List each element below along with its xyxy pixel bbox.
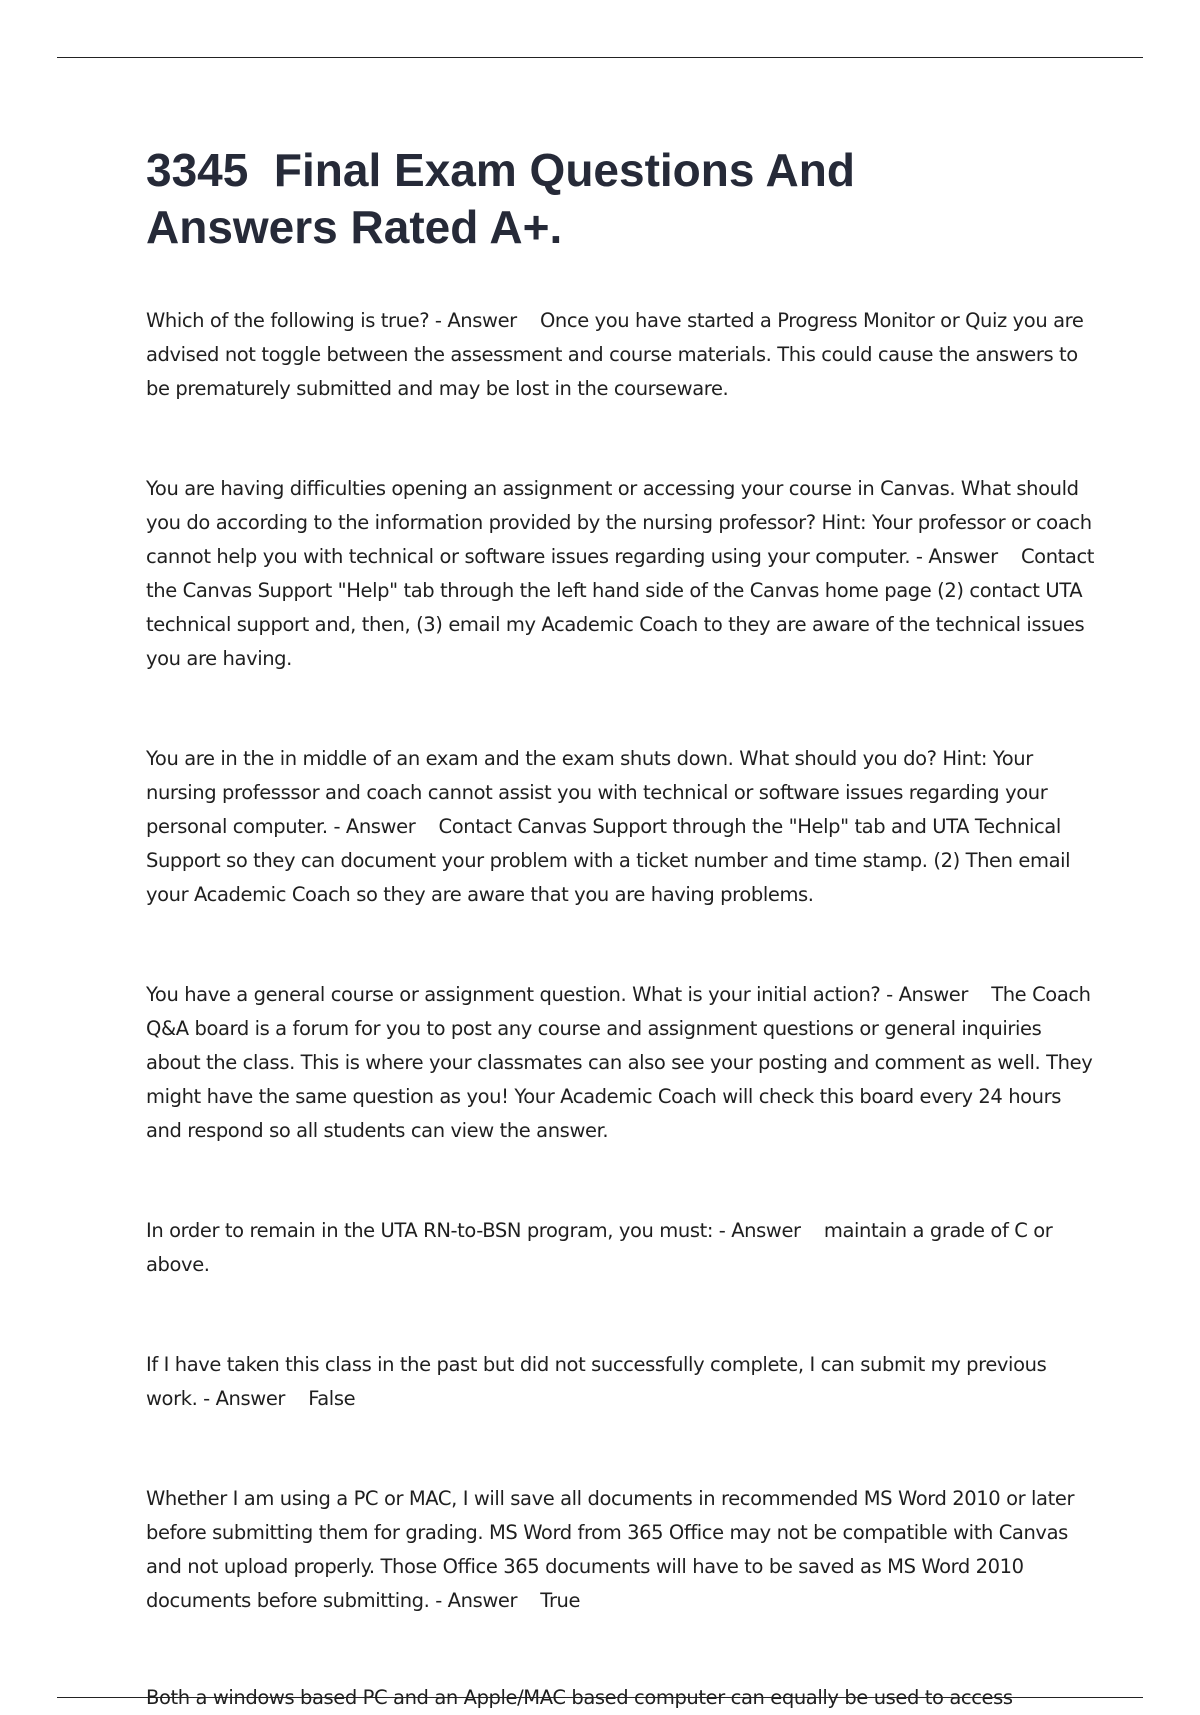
question-answer-6: If I have taken this class in the past but did not successfully complete, I can submit my previous work. - Answer False xyxy=(146,1353,1053,1410)
document-title: 3345 Final Exam Questions And Answers Rated A+. xyxy=(146,144,867,253)
question-answer-list xyxy=(146,304,1100,1684)
question-answer-4: You have a general course or assignment question. What is your initial action? - Answer The Coach Q&A board is a forum for you to post any course and assignment questions or general inquiries about the class. This is where your classmates can also see your posting and comment as well. They might have the same question as you! Your Academic Coach will check this board every 24 hours and respond so all students can view the answer. xyxy=(146,983,1099,1142)
bottom-divider xyxy=(57,1697,1143,1698)
question-answer-5: In order to remain in the UTA RN-to-BSN program, you must: - Answer maintain a grade of C or above. xyxy=(146,1219,1059,1276)
question-answer-3: You are in the in middle of an exam and the exam shuts down. What should you do? Hint: Your nursing professsor and coach cannot assist you with technical or software issues regarding your personal computer. - Answer Contact Canvas Support through the "Help" tab and UTA Technical Support so they can document your problem with a ticket number and time stamp. (2) Then email your Academic Coach so they are aware that you are having problems. xyxy=(146,747,1076,906)
question-answer-1: Which of the following is true? - Answer Once you have started a Progress Monitor or Quiz you are advised not toggle between the assessment and course materials. This could cause the answers to be prematurely submitted and may be lost in the courseware. xyxy=(146,309,1090,400)
top-divider xyxy=(57,57,1143,58)
question-answer-2: You are having difficulties opening an assignment or accessing your course in Canvas. What should you do according to the information provided by the nursing professor? Hint: Your professor or coach cannot help you with technical or software issues regarding using your computer. - Answer Contact the Canvas Support "Help" tab through the left hand side of the Canvas home page (2) contact UTA technical support and, then, (3) email my Academic Coach to they are aware of the technical issues you are having. xyxy=(146,477,1100,670)
question-answer-7: Whether I am using a PC or MAC, I will save all documents in recommended MS Word 2010 or later before submitting them for grading. MS Word from 365 Office may not be compatible with Canvas and not upload properly. Those Office 365 documents will have to be saved as MS Word 2010 documents before submitting. - Answer True xyxy=(146,1487,1080,1612)
question-answer-8-cut-off: Both a windows based PC and an Apple/MAC based computer can equally be used to access xyxy=(146,1686,1013,1709)
